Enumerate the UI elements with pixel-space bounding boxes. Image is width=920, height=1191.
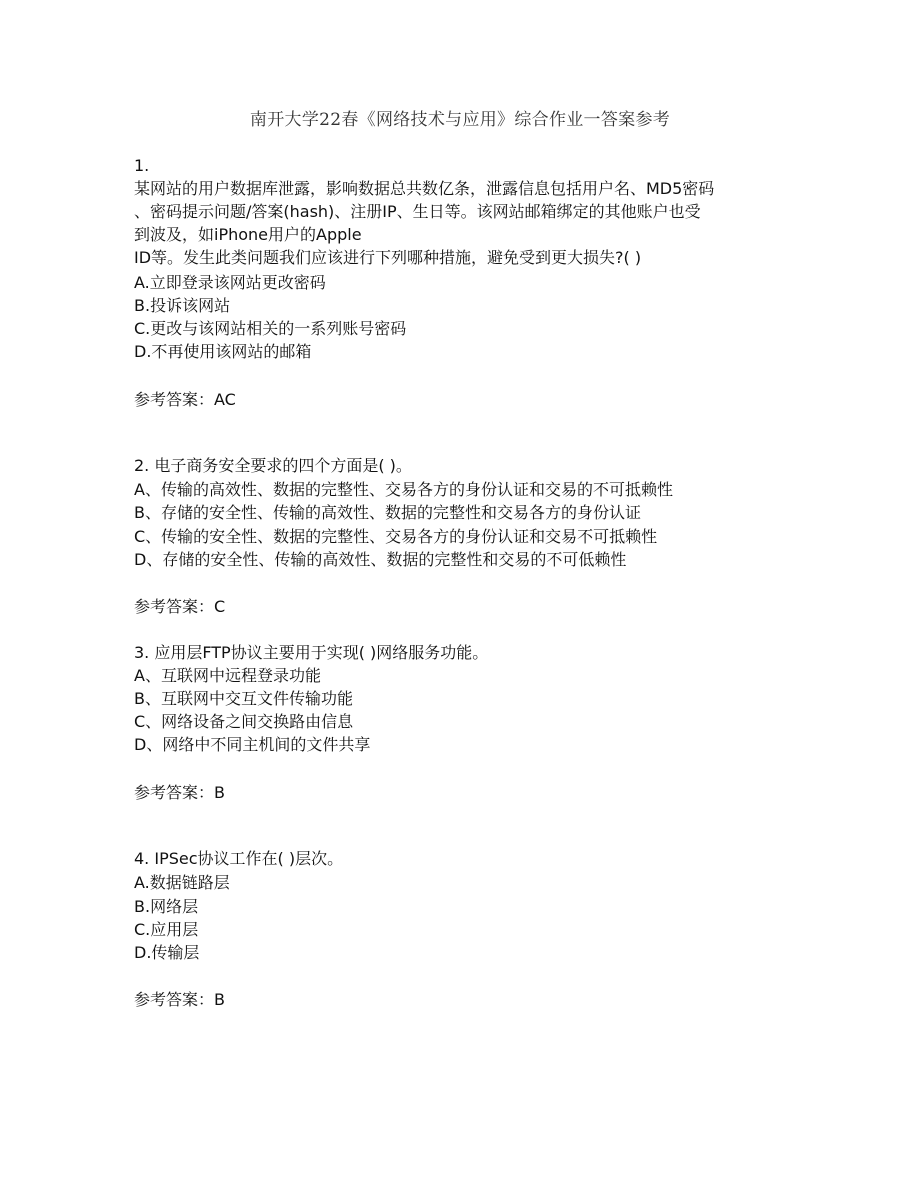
question-stem-line: 、密码提示问题/答案(hash)、注册IP、生日等。该网站邮箱绑定的其他账户也受 bbox=[134, 202, 701, 221]
option-d: D.不再使用该网站的邮箱 bbox=[134, 342, 312, 361]
option-b: B、存储的安全性、传输的高效性、数据的完整性和交易各方的身份认证 bbox=[134, 503, 641, 522]
question-number: 1. bbox=[134, 156, 150, 175]
option-b: B、互联网中交互文件传输功能 bbox=[134, 689, 353, 708]
reference-answer: 参考答案：B bbox=[134, 783, 225, 802]
option-a: A、传输的高效性、数据的完整性、交易各方的身份认证和交易的不可抵赖性 bbox=[134, 480, 673, 499]
option-b: B.网络层 bbox=[134, 897, 199, 916]
question-stem-line: ID等。发生此类问题我们应该进行下列哪种措施，避免受到更大损失?( ) bbox=[134, 248, 642, 267]
option-b: B.投诉该网站 bbox=[134, 296, 231, 315]
reference-answer: 参考答案：AC bbox=[134, 390, 236, 409]
option-d: D、存储的安全性、传输的高效性、数据的完整性和交易的不可低赖性 bbox=[134, 550, 627, 569]
option-c: C、传输的安全性、数据的完整性、交易各方的身份认证和交易不可抵赖性 bbox=[134, 527, 658, 546]
option-c: C.应用层 bbox=[134, 920, 199, 939]
reference-answer: 参考答案：B bbox=[134, 990, 225, 1009]
option-d: D.传输层 bbox=[134, 943, 200, 962]
reference-answer: 参考答案：C bbox=[134, 597, 226, 616]
question-stem: 3. 应用层FTP协议主要用于实现( )网络服务功能。 bbox=[134, 643, 489, 662]
option-c: C、网络设备之间交换路由信息 bbox=[134, 712, 354, 731]
question-stem: 4. IPSec协议工作在( )层次。 bbox=[134, 849, 344, 868]
option-c: C.更改与该网站相关的一系列账号密码 bbox=[134, 319, 407, 338]
question-stem: 2. 电子商务安全要求的四个方面是( )。 bbox=[134, 456, 412, 475]
option-a: A.立即登录该网站更改密码 bbox=[134, 273, 326, 292]
option-d: D、网络中不同主机间的文件共享 bbox=[134, 735, 371, 754]
option-a: A、互联网中远程登录功能 bbox=[134, 666, 321, 685]
document-title: 南开大学22春《网络技术与应用》综合作业一答案参考 bbox=[249, 110, 671, 130]
question-stem-line: 到波及，如iPhone用户的Apple bbox=[134, 225, 362, 244]
question-stem-line: 某网站的用户数据库泄露，影响数据总共数亿条，泄露信息包括用户名、MD5密码 bbox=[134, 179, 715, 198]
option-a: A.数据链路层 bbox=[134, 873, 230, 892]
